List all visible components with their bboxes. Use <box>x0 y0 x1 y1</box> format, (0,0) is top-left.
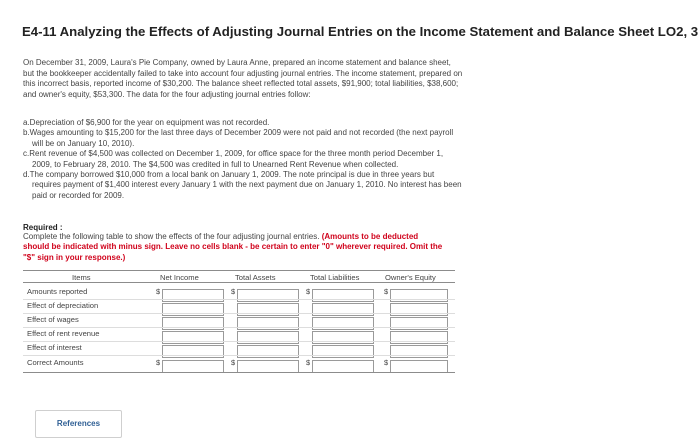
table-cell <box>390 285 448 298</box>
column-header-items: Items <box>72 273 91 282</box>
dollar-sign: $ <box>231 358 236 367</box>
table-top-rule <box>23 270 455 271</box>
table-cell <box>390 299 448 312</box>
table-cell <box>312 327 374 340</box>
table-cell <box>237 356 299 369</box>
column-header-total-liabilities: Total Liabilities <box>310 273 360 282</box>
dollar-sign: $ <box>156 287 161 296</box>
column-header-total-assets: Total Assets <box>235 273 276 282</box>
table-cell <box>162 299 224 312</box>
list-item: c.Rent revenue of $4,500 was collected on December 1, 2009, for office space for the three month period December 1, 2009, to February 28, 2010. The $4,500 was credited in full to Unearned Rent Revenue when collected. <box>23 149 444 169</box>
table-cell <box>237 299 299 312</box>
table-cell <box>390 313 448 326</box>
column-header-owners-equity: Owner's Equity <box>385 273 436 282</box>
required-text: Complete the following table to show the effects of the four adjusting journal entries. <box>23 232 320 241</box>
table-cell <box>390 356 448 369</box>
table-cell <box>312 341 374 354</box>
row-label: Effect of interest <box>27 343 82 352</box>
adjusting-entries-list <box>23 118 463 201</box>
list-item: d.The company borrowed $10,000 from a local bank on January 1, 2009. The note principal is due in three years but requires payment of $1,400 interest every January 1 with the next payment due on January 1, 2010. No interest has been paid or recorded for 2009. <box>23 170 462 200</box>
table-cell <box>312 299 374 312</box>
required-warning: (Amounts to be deducted should be indicated with minus sign. Leave no cells blank - be certain to enter "0" wherever required. Omit the "$" sign in your response.) <box>23 232 443 262</box>
table-cell <box>162 313 224 326</box>
dollar-sign: $ <box>306 358 311 367</box>
table-cell <box>390 341 448 354</box>
references-button[interactable]: References <box>35 410 122 438</box>
column-header-net-income: Net Income <box>160 273 199 282</box>
dollar-sign: $ <box>384 287 389 296</box>
row-label: Correct Amounts <box>27 358 84 367</box>
table-cell <box>312 313 374 326</box>
row-label: Amounts reported <box>27 287 88 296</box>
table-cell <box>312 356 374 369</box>
dollar-sign: $ <box>384 358 389 367</box>
list-item: b.Wages amounting to $15,200 for the last three days of December 2009 were not paid and not recorded (the next payroll will be on January 10, 2010). <box>23 128 454 148</box>
problem-intro: On December 31, 2009, Laura's Pie Company, owned by Laura Anne, prepared an income statement and balance sheet, but the bookkeeper accidentally failed to take into account four adjusting journal entries. The income statement, prepared on this incorrect basis, reported income of $30,200. The balance sheet reflected total assets, $91,900; total liabilities, $38,600; and owner's equity, $53,300. The data for the four adjusting journal entries follow: <box>23 58 463 99</box>
table-cell <box>237 327 299 340</box>
dollar-sign: $ <box>306 287 311 296</box>
table-cell <box>312 285 374 298</box>
row-label: Effect of wages <box>27 315 79 324</box>
table-cell <box>162 285 224 298</box>
table-cell <box>162 327 224 340</box>
table-cell <box>237 285 299 298</box>
table-cell <box>162 341 224 354</box>
problem-title: E4-11 Analyzing the Effects of Adjusting Journal Entries on the Income Statement and Balance Sheet LO2, 3 <box>22 24 699 39</box>
table-header-rule <box>23 282 455 283</box>
table-cell <box>390 327 448 340</box>
row-label: Effect of rent revenue <box>27 329 100 338</box>
dollar-sign: $ <box>231 287 236 296</box>
list-item: a.Depreciation of $6,900 for the year on equipment was not recorded. <box>23 118 270 127</box>
table-cell <box>237 341 299 354</box>
table-cell <box>237 313 299 326</box>
table-cell <box>162 356 224 369</box>
required-heading: Required : <box>23 223 63 232</box>
table-bottom-rule <box>23 372 455 373</box>
required-instructions <box>23 232 443 263</box>
row-label: Effect of depreciation <box>27 301 99 310</box>
dollar-sign: $ <box>156 358 161 367</box>
